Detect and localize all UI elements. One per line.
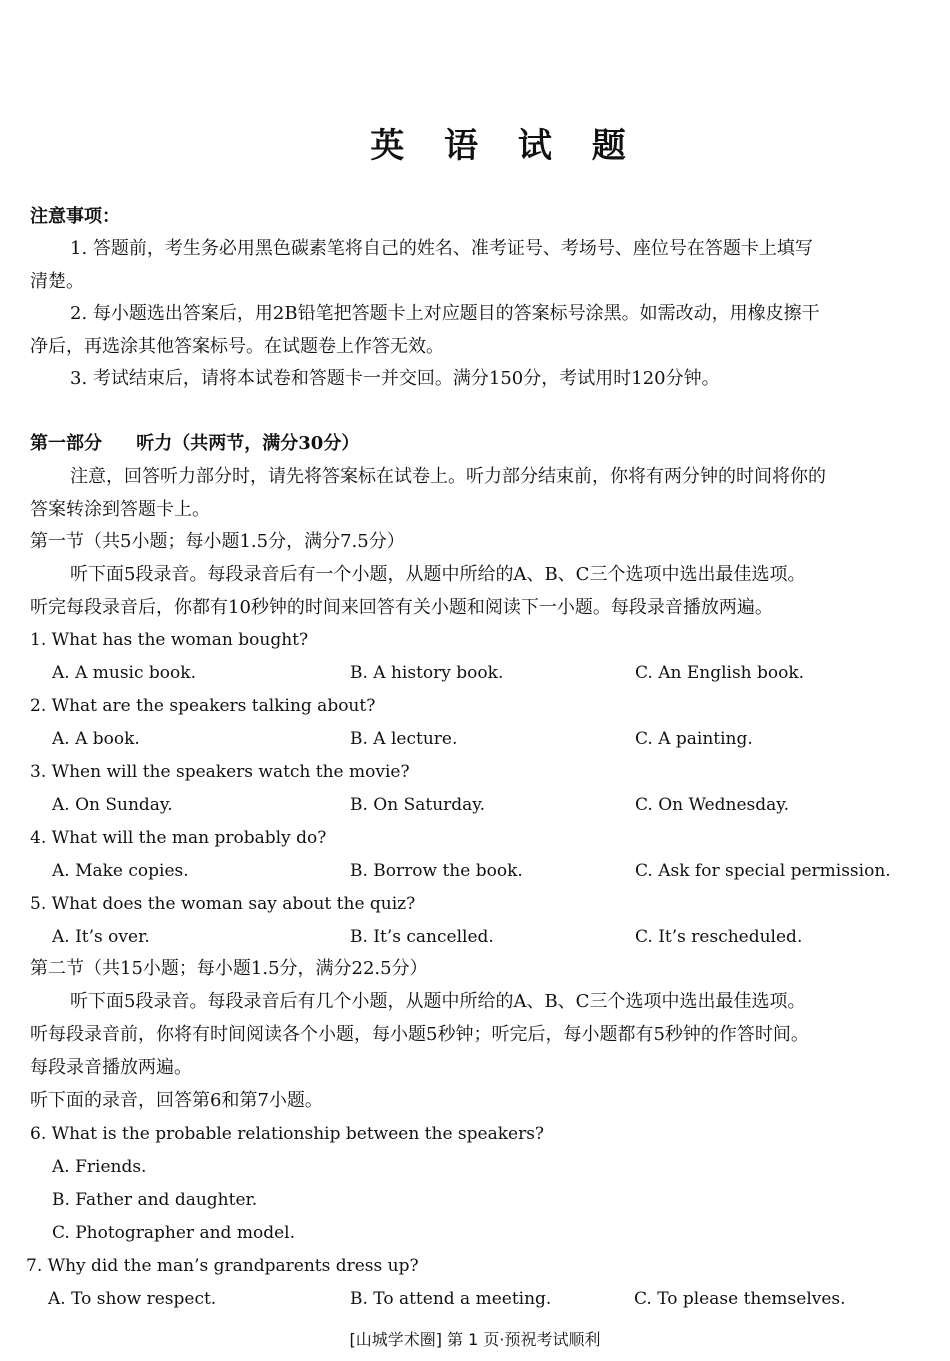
section2-heading: 第二节（共15小题；每小题1.5分，满分22.5分） — [30, 958, 428, 979]
question-3-option-b: B. On Saturday. — [350, 795, 486, 815]
section1-intro-line-1: 听下面5段录音。每段录音后有一个小题，从题中所给的A、B、C三个选项中选出最佳选项。 — [70, 564, 806, 585]
page-title: 英 语 试 题 — [370, 126, 640, 166]
question-1-option-a: A. A music book. — [52, 663, 196, 683]
question-4-option-b: B. Borrow the book. — [350, 861, 523, 881]
passage-instruction: 听下面的录音，回答第6和第7小题。 — [30, 1090, 323, 1111]
question-7-option-c: C. To please themselves. — [634, 1289, 846, 1309]
question-5-option-b: B. It’s cancelled. — [350, 927, 494, 947]
question-6-option-a: A. Friends. — [52, 1157, 147, 1177]
question-7: 7. Why did the man’s grandparents dress up? — [26, 1256, 419, 1276]
question-6-option-c: C. Photographer and model. — [52, 1223, 295, 1243]
question-6: 6. What is the probable relationship between the speakers? — [30, 1124, 545, 1144]
notice-item-1-line-1: 1. 答题前，考生务必用黑色碳素笔将自己的姓名、准考证号、考场号、座位号在答题卡上填写 — [70, 238, 813, 259]
question-1: 1. What has the woman bought? — [30, 630, 309, 650]
notice-heading: 注意事项： — [30, 206, 120, 227]
question-5-option-a: A. It’s over. — [52, 927, 150, 947]
section2-intro-line-2: 听每段录音前，你将有时间阅读各个小题，每小题5秒钟；听完后，每小题都有5秒钟的作答时间。 — [30, 1024, 809, 1045]
section2-intro-line-1: 听下面5段录音。每段录音后有几个小题，从题中所给的A、B、C三个选项中选出最佳选项。 — [70, 991, 806, 1012]
part1-heading-label: 第一部分 — [30, 433, 102, 454]
part1-note-line-1: 注意，回答听力部分时，请先将答案标在试卷上。听力部分结束前，你将有两分钟的时间将你的 — [70, 466, 826, 487]
part1-heading-title: 听力（共两节，满分30分） — [136, 433, 360, 454]
question-1-option-b: B. A history book. — [350, 663, 504, 683]
page-footer: [山城学术圈] 第 1 页·预祝考试顺利 — [349, 1330, 601, 1349]
question-4-option-a: A. Make copies. — [52, 861, 189, 881]
question-2: 2. What are the speakers talking about? — [30, 696, 376, 716]
question-3: 3. When will the speakers watch the movie? — [30, 762, 410, 782]
question-3-option-a: A. On Sunday. — [52, 795, 173, 815]
notice-item-3: 3. 考试结束后，请将本试卷和答题卡一并交回。满分150分，考试用时120分钟。 — [70, 368, 720, 389]
question-5: 5. What does the woman say about the quiz? — [30, 894, 416, 914]
question-2-option-b: B. A lecture. — [350, 729, 458, 749]
question-2-option-c: C. A painting. — [635, 729, 753, 749]
question-1-option-c: C. An English book. — [635, 663, 805, 683]
question-6-option-b: B. Father and daughter. — [52, 1190, 258, 1210]
section1-heading: 第一节（共5小题；每小题1.5分，满分7.5分） — [30, 531, 405, 552]
part1-heading — [30, 432, 359, 456]
question-2-option-a: A. A book. — [52, 729, 140, 749]
notice-item-2-line-1: 2. 每小题选出答案后，用2B铅笔把答题卡上对应题目的答案标号涂黑。如需改动，用橡皮擦干 — [70, 303, 820, 324]
question-5-option-c: C. It’s rescheduled. — [635, 927, 803, 947]
question-7-option-b: B. To attend a meeting. — [350, 1289, 552, 1309]
section1-intro-line-2: 听完每段录音后，你都有10秒钟的时间来回答有关小题和阅读下一小题。每段录音播放两遍。 — [30, 597, 773, 618]
part1-note-line-2: 答案转涂到答题卡上。 — [30, 499, 210, 520]
question-4: 4. What will the man probably do? — [30, 828, 327, 848]
question-3-option-c: C. On Wednesday. — [635, 795, 790, 815]
section2-intro-line-3: 每段录音播放两遍。 — [30, 1057, 192, 1078]
question-4-option-c: C. Ask for special permission. — [635, 861, 891, 881]
notice-item-2-line-2: 净后，再选涂其他答案标号。在试题卷上作答无效。 — [30, 336, 444, 357]
notice-item-1-line-2: 清楚。 — [30, 271, 84, 292]
question-7-option-a: A. To show respect. — [48, 1289, 217, 1309]
